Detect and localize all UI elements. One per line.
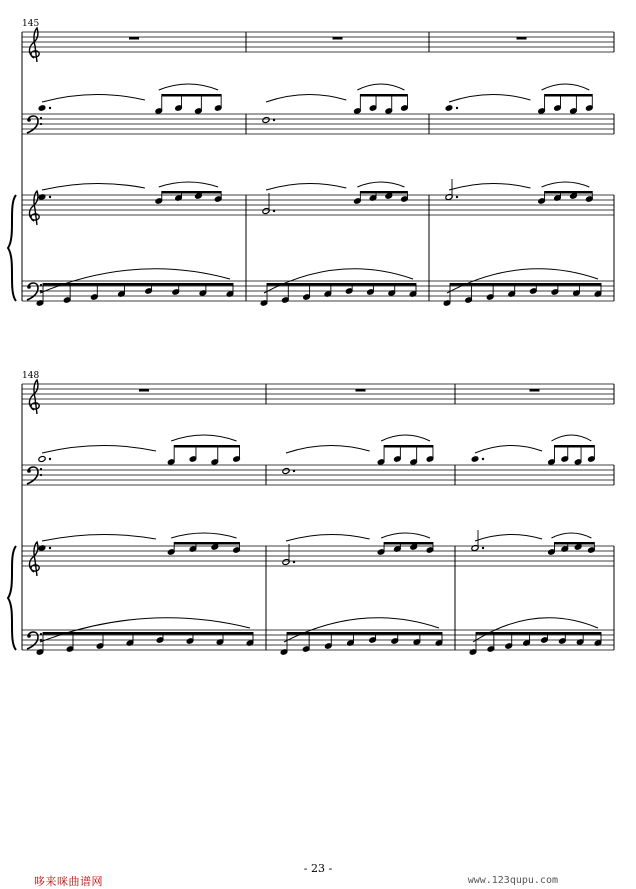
beam bbox=[162, 94, 221, 97]
dot bbox=[273, 119, 275, 121]
bass-clef-dot bbox=[27, 285, 31, 289]
beam bbox=[162, 191, 221, 194]
treble-clef-icon bbox=[29, 28, 39, 62]
dot bbox=[49, 458, 51, 460]
note-head bbox=[445, 105, 453, 112]
bass-clef-dot bbox=[27, 469, 31, 473]
whole-rest-icon bbox=[333, 37, 343, 40]
whole-rest-icon bbox=[356, 389, 366, 392]
dot bbox=[49, 547, 51, 549]
slur bbox=[42, 183, 145, 190]
footer-site-url: www.123qupu.com bbox=[467, 875, 558, 886]
slur bbox=[475, 534, 542, 541]
slur bbox=[381, 533, 430, 538]
slur bbox=[159, 84, 218, 90]
slur bbox=[42, 534, 156, 541]
slur bbox=[286, 445, 370, 453]
slur bbox=[551, 435, 591, 441]
slur bbox=[357, 84, 404, 90]
measure-number: 145 bbox=[22, 19, 40, 29]
slur bbox=[449, 94, 530, 102]
slur bbox=[159, 182, 218, 187]
treble-clef-icon bbox=[29, 542, 39, 576]
bass-clef-dot-lower bbox=[40, 474, 42, 476]
whole-rest-icon bbox=[139, 389, 149, 392]
bass-clef-dot-upper bbox=[40, 117, 42, 119]
beam bbox=[450, 283, 601, 286]
slur bbox=[475, 445, 542, 453]
beam bbox=[174, 445, 239, 448]
beam bbox=[360, 191, 407, 194]
dot bbox=[293, 561, 295, 563]
slur bbox=[357, 182, 404, 187]
dot bbox=[482, 547, 484, 549]
beam bbox=[360, 94, 407, 97]
beam bbox=[287, 632, 442, 635]
page-number: - 23 - bbox=[303, 862, 333, 875]
beam bbox=[554, 445, 594, 448]
treble-clef-icon bbox=[29, 191, 39, 225]
measure-number: 148 bbox=[22, 371, 40, 381]
dot bbox=[273, 210, 275, 212]
note-head bbox=[38, 105, 46, 112]
beam bbox=[174, 542, 239, 545]
whole-rest-icon bbox=[517, 37, 527, 40]
slur bbox=[449, 183, 530, 190]
footer-site-name: 哆来咪曲谱网 bbox=[34, 875, 103, 888]
slur bbox=[42, 445, 156, 453]
dot bbox=[456, 196, 458, 198]
bass-clef-dot-lower bbox=[40, 639, 42, 641]
beam bbox=[384, 445, 433, 448]
beam bbox=[43, 283, 233, 286]
bass-clef-dot-upper bbox=[40, 633, 42, 635]
bass-clef-dot-lower bbox=[40, 123, 42, 125]
bass-clef-dot bbox=[27, 118, 31, 122]
dot bbox=[49, 196, 51, 198]
beam bbox=[545, 94, 593, 97]
slur bbox=[542, 182, 590, 187]
treble-clef-icon bbox=[29, 380, 39, 414]
brace-icon bbox=[8, 546, 16, 650]
note-head bbox=[38, 456, 46, 463]
dot bbox=[482, 458, 484, 460]
dot bbox=[293, 470, 295, 472]
beam bbox=[545, 191, 593, 194]
dot bbox=[49, 107, 51, 109]
slur bbox=[266, 94, 346, 102]
slur bbox=[171, 533, 236, 538]
note-head bbox=[471, 456, 479, 463]
slur bbox=[266, 183, 346, 190]
bass-clef-dot-upper bbox=[40, 284, 42, 286]
slur bbox=[381, 435, 430, 441]
brace-icon bbox=[8, 195, 16, 301]
bass-clef-dot bbox=[27, 634, 31, 638]
whole-rest-icon bbox=[129, 37, 139, 40]
bass-clef-dot-upper bbox=[40, 468, 42, 470]
slur bbox=[42, 94, 145, 102]
slur bbox=[542, 84, 590, 90]
note-head bbox=[282, 468, 290, 475]
beam bbox=[384, 542, 433, 545]
slur bbox=[286, 534, 370, 541]
whole-rest-icon bbox=[530, 389, 540, 392]
beam bbox=[554, 542, 594, 545]
slur bbox=[171, 435, 236, 441]
beam bbox=[476, 632, 601, 635]
beam bbox=[267, 283, 416, 286]
dot bbox=[456, 107, 458, 109]
beam bbox=[43, 632, 253, 635]
slur bbox=[551, 533, 591, 538]
note-head bbox=[262, 117, 270, 124]
